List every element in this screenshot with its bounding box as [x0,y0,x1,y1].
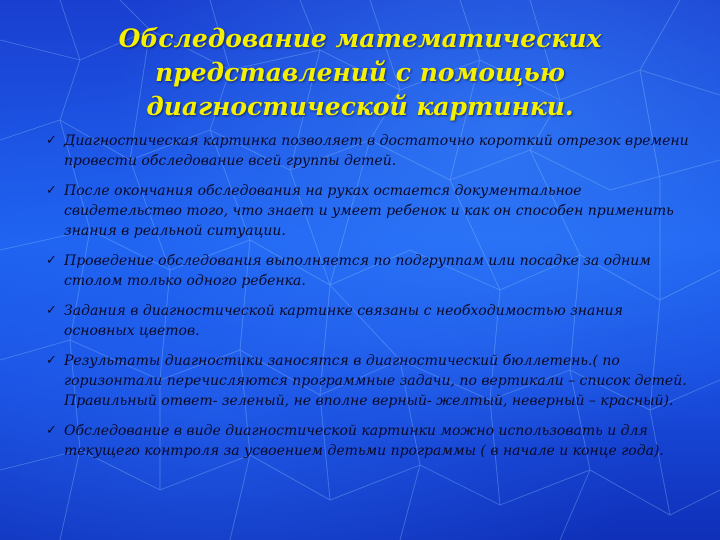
item-text: После окончания обследования на руках остается документальное свидетельство того, что знает и умеет ребенок и как он способен применить знания в реальной ситуации. [64,183,674,239]
list-item [46,131,692,171]
list-item [46,181,692,241]
bullet-list [46,131,692,471]
list-item [46,251,692,291]
item-text: Обследование в виде диагностической картинки можно использовать и для текущего контроля за усвоением детьми программы ( в начале и конце года). [64,423,664,459]
list-item [46,301,692,341]
slide-title: Обследование математических представлений с помощью диагностической картинки. [118,24,602,121]
check-icon: ✓ [46,353,57,368]
check-icon: ✓ [46,133,57,148]
item-text: Задания в диагностической картинке связаны с необходимостью знания основных цветов. [64,303,623,339]
item-text: Проведение обследования выполняется по подгруппам или посадке за одним столом только одного ребенка. [64,253,651,289]
check-icon: ✓ [46,303,57,318]
check-icon: ✓ [46,183,57,198]
list-item [46,351,692,411]
list-item [46,421,692,461]
item-text: Диагностическая картинка позволяет в достаточно короткий отрезок времени провести обследование всей группы детей. [64,133,689,169]
check-icon: ✓ [46,253,57,268]
check-icon: ✓ [46,423,57,438]
item-text: Результаты диагностики заносятся в диагностический бюллетень.( по горизонтали перечисляются программные задачи, по вертикали – список детей. Правильный ответ- зеленый, не вполне верный- желтый, неверный – красный). [64,353,687,409]
